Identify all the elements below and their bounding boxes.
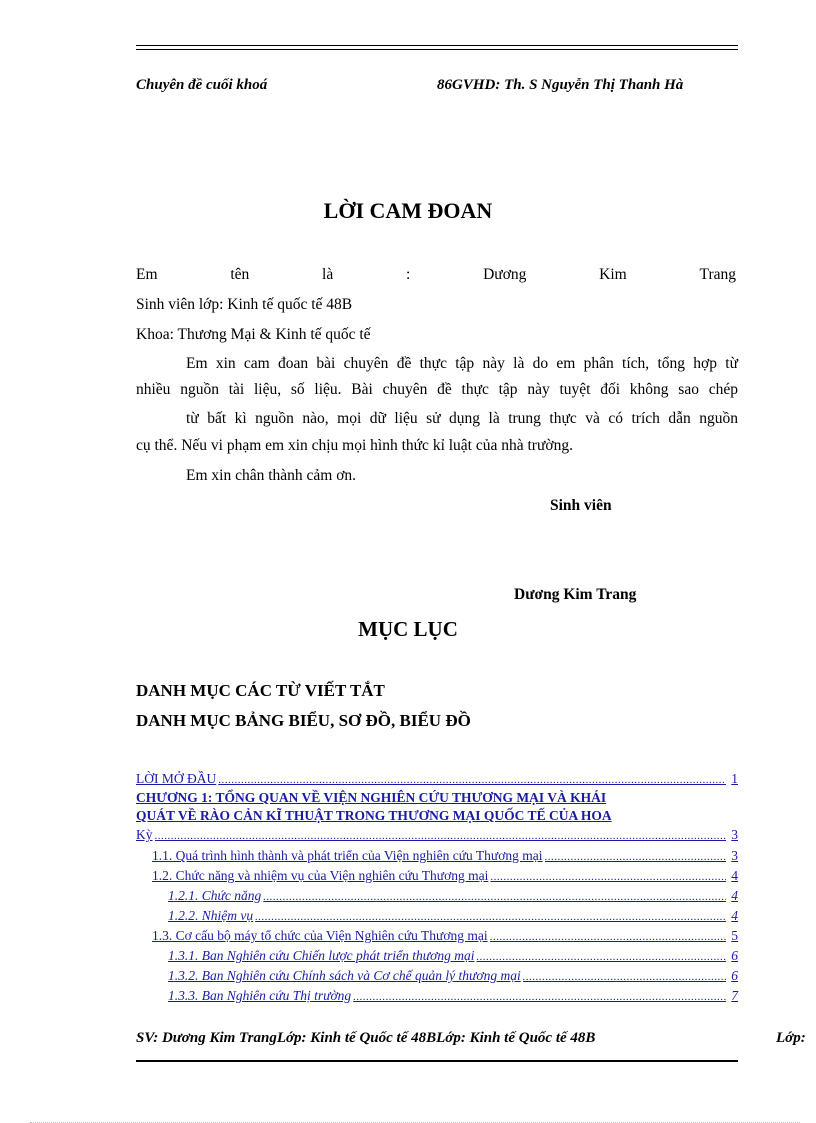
toc-entry[interactable]: LỜI MỞ ĐẦU ..... 1: [136, 771, 738, 787]
para2-line2: cụ thể. Nếu vi phạm em xin chịu mọi hình thức kỉ luật của nhà trường.: [136, 437, 573, 454]
footer-rule: [136, 1060, 738, 1062]
toc-entry[interactable]: Kỳ ..... 3: [136, 827, 738, 843]
signer-role: Sinh viên: [550, 497, 612, 514]
contents-title: MỤC LỤC: [358, 617, 458, 641]
name-line: [136, 266, 736, 284]
name-word: Dương: [483, 266, 527, 283]
signer-name: Dương Kim Trang: [514, 586, 637, 603]
toc-entry[interactable]: 1.3.2. Ban Nghiên cứu Chính sách và Cơ chế quản lý thương mại ..... 6: [168, 968, 738, 984]
thanks-line: Em xin chân thành cảm ơn.: [186, 467, 357, 484]
class-line: Sinh viên lớp: Kinh tế quốc tế 48B: [136, 296, 353, 313]
name-word: tên: [230, 266, 250, 283]
section-abbreviations: DANH MỤC CÁC TỪ VIẾT TẮT: [136, 681, 385, 700]
toc-entry[interactable]: 1.1. Quá trình hình thành và phát triển của Viện nghiên cứu Thương mại ..... 3: [152, 848, 738, 864]
toc-entry[interactable]: 1.2. Chức năng và nhiệm vụ của Viện nghiên cứu Thương mại ..... 4: [152, 868, 738, 884]
header-rule: [136, 45, 738, 50]
toc-entry[interactable]: 1.2.2. Nhiệm vụ ..... 4: [168, 908, 738, 924]
para2-line1: từ bất kì nguồn nào, mọi dữ liệu sử dụng là trung thực và có trích dẫn nguồn: [186, 410, 738, 427]
footer-left: SV: Dương Kim TrangLớp: Kinh tế Quốc tế 48BLớp: Kinh tế Quốc tế 48B: [136, 1030, 596, 1046]
toc-entry[interactable]: 1.3. Cơ cấu bộ máy tổ chức của Viện Nghiên cứu Thương mại ..... 5: [152, 928, 738, 944]
toc-entry[interactable]: 1.3.1. Ban Nghiên cứu Chiến lược phát triển thương mại ..... 6: [168, 948, 738, 964]
toc-entry[interactable]: QUÁT VỀ RÀO CẢN KĨ THUẬT TRONG THƯƠNG MẠI QUỐC TẾ CỦA HOA: [136, 808, 612, 823]
header-left: Chuyên đề cuối khoá: [136, 77, 268, 93]
para1-line1: Em xin cam đoan bài chuyên đề thực tập này là do em phân tích, tổng hợp từ: [186, 355, 738, 372]
para1-line2: nhiều nguồn tài liệu, số liệu. Bài chuyên đề thực tập này tuyệt đối không sao chép: [136, 381, 738, 398]
toc-entry[interactable]: 1.3.3. Ban Nghiên cứu Thị trường ..... 7: [168, 988, 738, 1004]
footer-right: Lớp:: [776, 1030, 806, 1046]
pledge-title: LỜI CAM ĐOAN: [323, 198, 493, 223]
header-right: 86GVHD: Th. S Nguyễn Thị Thanh Hà: [437, 77, 684, 93]
toc-entry[interactable]: CHƯƠNG 1: TỔNG QUAN VỀ VIỆN NGHIÊN CỨU THƯƠNG MẠI VÀ KHÁI: [136, 790, 607, 805]
name-word: Kim: [599, 266, 627, 283]
name-word: Em: [136, 266, 158, 283]
toc-entry[interactable]: 1.2.1. Chức năng ..... 4: [168, 888, 738, 904]
faculty-line: Khoa: Thương Mại & Kinh tế quốc tế: [136, 326, 371, 343]
name-word: :: [406, 266, 411, 283]
section-figures: DANH MỤC BẢNG BIỂU, SƠ ĐỒ, BIỂU ĐỒ: [136, 711, 471, 730]
name-word: là: [322, 266, 334, 283]
name-word: Trang: [699, 266, 736, 283]
